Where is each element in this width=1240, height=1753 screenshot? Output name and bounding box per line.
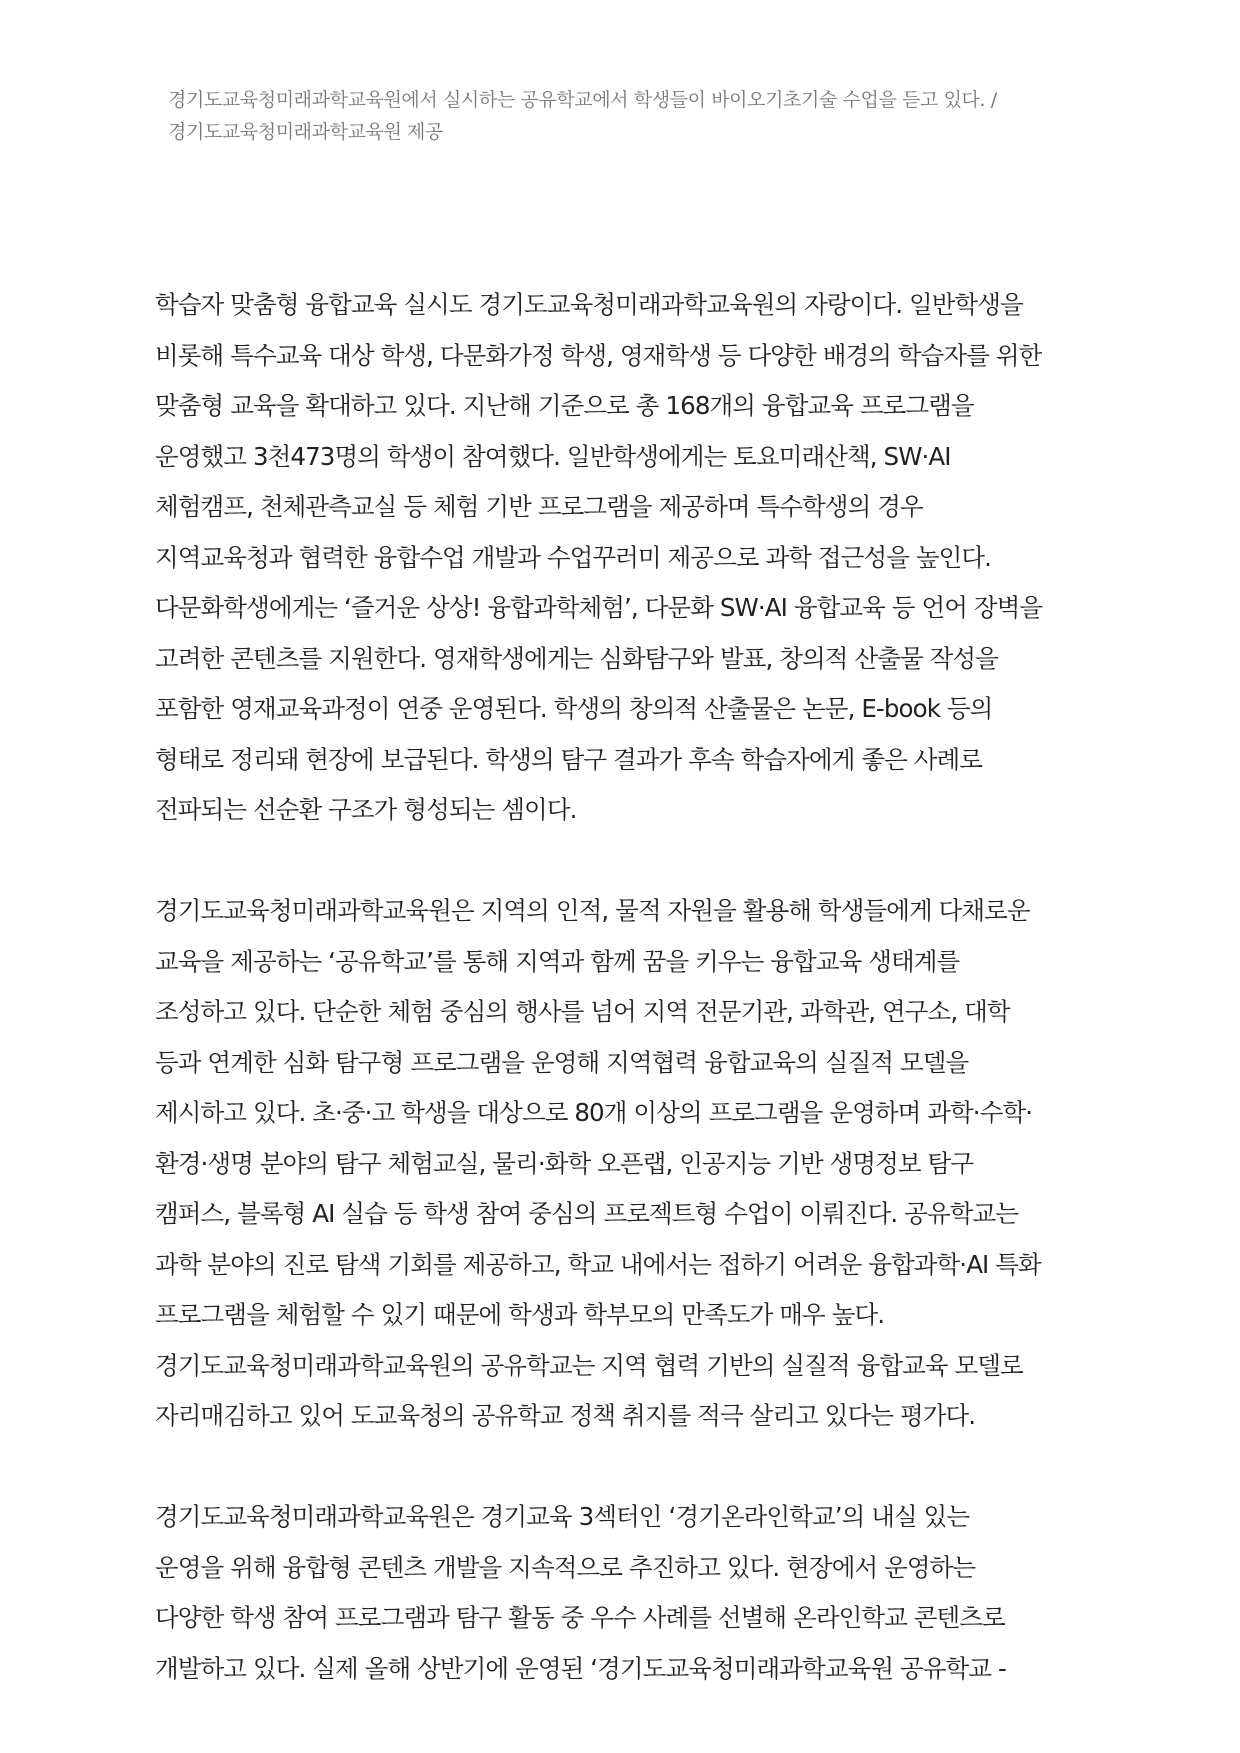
text-line: 운영했고 3천473명의 학생이 참여했다. 일반학생에게는 토요미래산책, SW·AI <box>155 441 951 471</box>
text-line: 등과 연계한 심화 탐구형 프로그램을 운영해 지역협력 융합교육의 실질적 모델을 <box>155 1047 969 1077</box>
text-line: 지역교육청과 협력한 융합수업 개발과 수업꾸러미 제공으로 과학 접근성을 높인다. <box>155 542 992 572</box>
text-line: 전파되는 선순환 구조가 형성되는 셈이다. <box>155 795 577 824</box>
caption-line: 경기도교육청미래과학교육원에서 실시하는 공유학교에서 학생들이 바이오기초기술 수업을 듣고 있다. / <box>168 89 997 111</box>
text-line: 자리매김하고 있어 도교육청의 공유학교 정책 취지를 적극 살리고 있다는 평가다. <box>155 1401 976 1430</box>
paragraph-online-school <box>155 1492 1105 1694</box>
text-line: 과학 분야의 진로 탐색 기회를 제공하고, 학교 내에서는 접하기 어려운 융합과학·AI 특화 <box>155 1249 1041 1279</box>
text-line: 캠퍼스, 블록형 AI 실습 등 학생 참여 중심의 프로젝트형 수업이 이뤄진다. 공유학교는 <box>155 1199 1019 1228</box>
text-line: 조성하고 있다. 단순한 체험 중심의 행사를 넘어 지역 전문기관, 과학관, 연구소, 대학 <box>155 997 1010 1026</box>
text-line: 다양한 학생 참여 프로그램과 탐구 활동 중 우수 사례를 선별해 온라인학교 콘텐츠로 <box>155 1603 1005 1632</box>
text-line: 제시하고 있다. 초·중·고 학생을 대상으로 80개 이상의 프로그램을 운영하며 과학·수학· <box>155 1098 1033 1127</box>
text-line: 학습자 맞춤형 융합교육 실시도 경기도교육청미래과학교육원의 자랑이다. 일반학생을 <box>155 290 1023 319</box>
text-line: 체험캠프, 천체관측교실 등 체험 기반 프로그램을 제공하며 특수학생의 경우 <box>155 492 923 521</box>
text-line: 개발하고 있다. 실제 올해 상반기에 운영된 ‘경기도교육청미래과학교육원 공유학교 - <box>155 1653 1006 1683</box>
text-line: 형태로 정리돼 현장에 보급된다. 학생의 탐구 결과가 후속 학습자에게 좋은 사례로 <box>155 744 983 774</box>
article-body <box>155 280 1105 1745</box>
photo-caption <box>168 84 1088 148</box>
paragraph-shared-school <box>155 886 1105 1442</box>
text-line: 프로그램을 체험할 수 있기 때문에 학생과 학부모의 만족도가 매우 높다. <box>155 1300 885 1329</box>
text-line: 경기도교육청미래과학교육원은 지역의 인적, 물적 자원을 활용해 학생들에게 다채로운 <box>155 896 1030 925</box>
caption-line: 경기도교육청미래과학교육원 제공 <box>168 121 443 143</box>
text-line: 비롯해 특수교육 대상 학생, 다문화가정 학생, 영재학생 등 다양한 배경의 학습자를 위한 <box>155 340 1042 370</box>
text-line: 고려한 콘텐츠를 지원한다. 영재학생에게는 심화탐구와 발표, 창의적 산출물 작성을 <box>155 643 998 673</box>
text-line: 경기도교육청미래과학교육원의 공유학교는 지역 협력 기반의 실질적 융합교육 모델로 <box>155 1350 1023 1380</box>
text-line: 맞춤형 교육을 확대하고 있다. 지난해 기준으로 총 168개의 융합교육 프로그램을 <box>155 391 974 420</box>
text-line: 운영을 위해 융합형 콘텐츠 개발을 지속적으로 추진하고 있다. 현장에서 운영하는 <box>155 1552 976 1582</box>
text-line: 포함한 영재교육과정이 연중 운영된다. 학생의 창의적 산출물은 논문, E-book 등의 <box>155 694 993 723</box>
text-line: 다문화학생에게는 ‘즐거운 상상! 융합과학체험’, 다문화 SW·AI 융합교육 등 언어 장벽을 <box>155 593 1043 622</box>
text-line: 환경·생명 분야의 탐구 체험교실, 물리·화학 오픈랩, 인공지능 기반 생명정보 탐구 <box>155 1148 974 1178</box>
text-line: 경기도교육청미래과학교육원은 경기교육 3섹터인 ‘경기온라인학교’의 내실 있는 <box>155 1502 970 1531</box>
text-line: 교육을 제공하는 ‘공유학교’를 통해 지역과 함께 꿈을 키우는 융합교육 생태계를 <box>155 946 960 976</box>
paragraph-customized-education <box>155 280 1105 836</box>
